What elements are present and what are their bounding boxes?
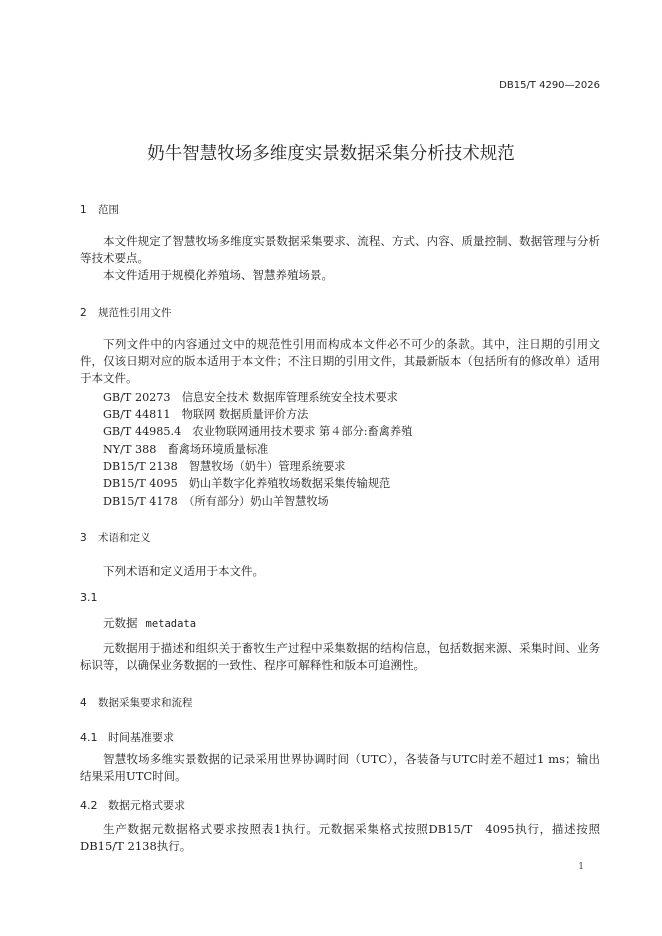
scope-paragraph-2: 本文件适用于规模化养殖场、智慧养殖场景。 xyxy=(103,268,333,282)
document-title: 奶牛智慧牧场多维度实景数据采集分析技术规范 xyxy=(147,144,515,164)
reference-item: NY/T 388 畜禽场环境质量标准 xyxy=(103,443,269,456)
section-4-heading xyxy=(80,695,193,710)
term-number: 3.1 xyxy=(80,591,98,604)
subsection-4-1-text: 智慧牧场多维实景数据的记录采用世界协调时间（UTC），各装备与UTC时差不超过1 ms；输出结果采用UTC时间。 xyxy=(80,752,600,783)
subsection-4-2-heading xyxy=(80,797,185,813)
document-code: DB15/T 4290—2026 xyxy=(499,80,600,91)
section-number: 1 xyxy=(80,204,87,216)
section-number: 2 xyxy=(80,307,87,319)
term-name xyxy=(103,615,196,631)
reference-item: GB/T 44985.4 农业物联网通用技术要求 第４部分:畜禽养殖 xyxy=(103,425,413,438)
subsection-title: 数据元格式要求 xyxy=(108,799,185,812)
section-title: 术语和定义 xyxy=(98,532,151,544)
terms-intro: 下列术语和定义适用于本文件。 xyxy=(103,564,264,578)
subsection-number: 4.2 xyxy=(80,799,98,812)
reference-item: GB/T 44811 物联网 数据质量评价方法 xyxy=(103,408,309,421)
subsection-4-2-text: 生产数据元数据格式要求按照表1执行。元数据采集格式按照DB15/T 4095执行，描述按照DB15/T 2138执行。 xyxy=(80,822,600,853)
term-definition: 元数据用于描述和组织关于畜牧生产过程中采集数据的结构信息，包括数据来源、采集时间、业务标识等，以确保业务数据的一致性、程序可解释性和版本可追溯性。 xyxy=(80,641,600,672)
term-zh: 元数据 xyxy=(103,616,138,630)
subsection-title: 时间基准要求 xyxy=(108,731,174,744)
section-number: 3 xyxy=(80,532,87,544)
subsection-4-1-heading xyxy=(80,729,174,745)
page-number: 1 xyxy=(578,862,584,872)
reference-item: GB/T 20273 信息安全技术 数据库管理系统安全技术要求 xyxy=(103,391,398,404)
section-1-heading xyxy=(80,202,119,217)
section-number: 4 xyxy=(80,697,87,709)
section-title: 规范性引用文件 xyxy=(98,307,172,319)
reference-item: DB15/T 4178 （所有部分）奶山羊智慧牧场 xyxy=(103,495,329,508)
section-title: 数据采集要求和流程 xyxy=(98,697,193,709)
scope-paragraph-1: 本文件规定了智慧牧场多维度实景数据采集要求、流程、方式、内容、质量控制、数据管理与分析等技术要点。 xyxy=(80,234,600,265)
section-2-heading xyxy=(80,305,172,320)
section-title: 范围 xyxy=(98,204,119,216)
section-3-heading xyxy=(80,530,151,545)
term-en: metadata xyxy=(145,618,197,630)
reference-item: DB15/T 2138 智慧牧场（奶牛）管理系统要求 xyxy=(103,460,346,473)
reference-item: DB15/T 4095 奶山羊数字化养殖牧场数据采集传输规范 xyxy=(103,477,391,490)
normative-intro: 下列文件中的内容通过文中的规范性引用而构成本文件必不可少的条款。其中，注日期的引用文件，仅该日期对应的版本适用于本文件；不注日期的引用文件，其最新版本（包括所有的修改单）适用于本文件。 xyxy=(80,337,600,385)
subsection-number: 4.1 xyxy=(80,731,98,744)
